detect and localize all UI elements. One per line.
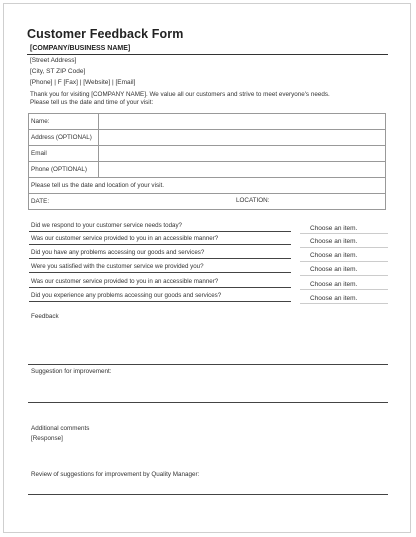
question-underline (29, 272, 291, 273)
answer-underline (300, 275, 388, 276)
answer-underline (300, 289, 388, 290)
feedback-label: Feedback (31, 313, 59, 320)
visit-prompt: Please tell us the date and location of your visit. (29, 178, 386, 194)
question-underline (29, 301, 291, 302)
table-row (29, 162, 386, 178)
answer-underline (300, 261, 388, 262)
question-1: Did we respond to your customer service needs today? (31, 222, 182, 229)
table-row (29, 194, 386, 210)
phone-field[interactable] (99, 162, 386, 178)
email-field[interactable] (99, 146, 386, 162)
answer-dropdown-2[interactable]: Choose an item. (310, 238, 358, 245)
question-underline (29, 244, 291, 245)
date-location-row[interactable] (29, 194, 386, 210)
additional-comments-label: Additional comments (31, 425, 90, 432)
location-label: LOCATION: (236, 197, 270, 204)
question-underline (29, 231, 291, 232)
question-3: Did you have any problems accessing our goods and services? (31, 249, 205, 256)
answer-dropdown-4[interactable]: Choose an item. (310, 266, 358, 273)
table-row (29, 146, 386, 162)
header-divider (27, 54, 388, 55)
contact-line[interactable]: [Phone] | F [Fax] | [Website] | [Email] (30, 79, 136, 86)
review-line[interactable] (28, 494, 388, 495)
intro-text: Thank you for visiting [COMPANY NAME]. We value all our customers and strive to meet everyone's needs. (30, 91, 330, 98)
address-field[interactable] (99, 130, 386, 146)
suggestion-label: Suggestion for improvement: (31, 368, 112, 375)
question-5: Was our customer service provided to you in an accessible manner? (31, 278, 219, 285)
review-label: Review of suggestions for improvement by Quality Manager: (31, 471, 200, 478)
company-name[interactable]: [COMPANY/BUSINESS NAME] (30, 45, 131, 52)
address-label: Address (OPTIONAL) (29, 130, 99, 146)
table-row (29, 178, 386, 194)
email-label: Email (29, 146, 99, 162)
intro-prompt: Please tell us the date and time of your visit: (30, 99, 154, 106)
question-underline (29, 258, 291, 259)
question-6: Did you experience any problems accessing our goods and services? (31, 292, 222, 299)
answer-dropdown-5[interactable]: Choose an item. (310, 281, 358, 288)
table-row (29, 130, 386, 146)
response-field[interactable]: [Response] (31, 435, 63, 442)
name-label: Name: (29, 114, 99, 130)
table-row (29, 114, 386, 130)
street-address[interactable]: [Street Address] (30, 57, 77, 64)
visitor-info-table (28, 113, 386, 210)
question-4: Were you satisfied with the customer service we provided you? (31, 263, 204, 270)
answer-dropdown-6[interactable]: Choose an item. (310, 295, 358, 302)
question-2: Was our customer service provided to you in an accessible manner? (31, 235, 219, 242)
question-underline (29, 287, 291, 288)
answer-underline (300, 303, 388, 304)
answer-dropdown-3[interactable]: Choose an item. (310, 252, 358, 259)
date-label: DATE: (31, 198, 50, 205)
phone-label: Phone (OPTIONAL) (29, 162, 99, 178)
answer-underline (300, 233, 388, 234)
answer-underline (300, 247, 388, 248)
name-field[interactable] (99, 114, 386, 130)
suggestion-line[interactable] (28, 402, 388, 403)
answer-dropdown-1[interactable]: Choose an item. (310, 225, 358, 232)
city-state-zip[interactable]: [City, ST ZIP Code] (30, 68, 86, 75)
feedback-line[interactable] (28, 364, 388, 365)
form-title: Customer Feedback Form (27, 27, 184, 41)
